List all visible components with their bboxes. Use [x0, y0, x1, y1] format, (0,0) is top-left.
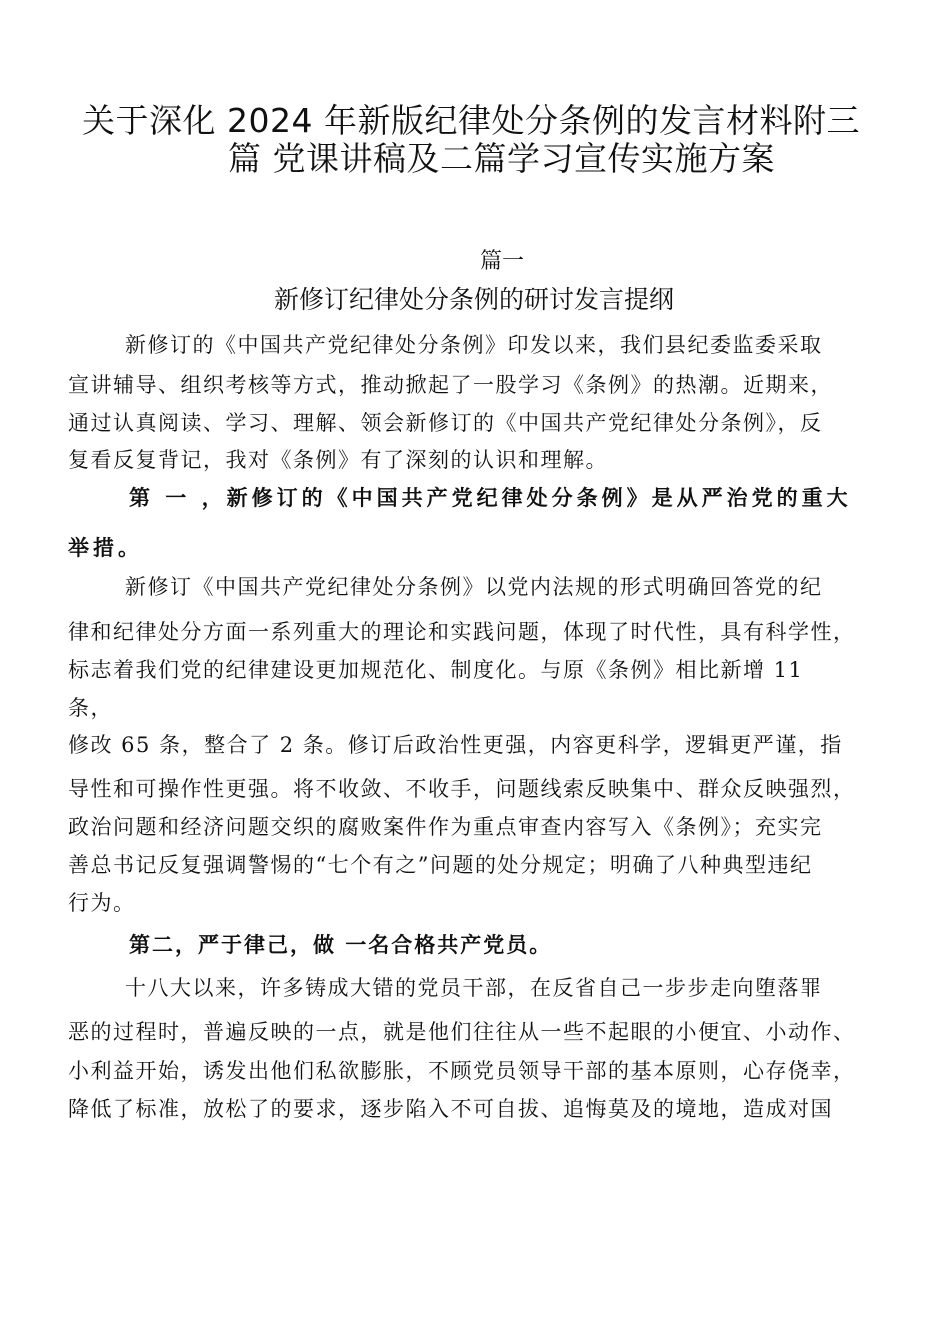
paragraph-line: 条，	[68, 696, 113, 720]
paragraph-line: 标志着我们党的纪律建设更加规范化、制度化。与原《条例》相比新增 11	[68, 658, 804, 682]
paragraph-line: 复看反复背记，我对《条例》有了深刻的认识和理解。	[68, 448, 608, 472]
part-label: 篇一	[480, 249, 525, 274]
paragraph-line: 修改 65 条，整合了 2 条。修订后政治性更强，内容更科学，逻辑更严谨，指	[68, 733, 843, 757]
paragraph-line: 十八大以来，许多铸成大错的党员干部，在反省自己一步步走向堕落罪	[125, 976, 823, 1000]
paragraph-line: 导性和可操作性更强。将不收敛、不收手，问题线索反映集中、群众反映强烈，	[68, 777, 856, 801]
paragraph-line: 政治问题和经济问题交织的腐败案件作为重点审查内容写入《条例》；充实完	[68, 815, 823, 839]
paragraph-line: 通过认真阅读、学习、理解、领会新修订的《中国共产党纪律处分条例》，反	[68, 411, 823, 435]
paragraph-line: 新修订《中国共产党纪律处分条例》以党内法规的形式明确回答党的纪	[125, 575, 823, 599]
paragraph-line: 降低了标准，放松了的要求，逐步陷入不可自拔、追悔莫及的境地，造成对国	[68, 1097, 833, 1121]
paragraph-line: 新修订的《中国共产党纪律处分条例》印发以来，我们县纪委监委采取	[125, 333, 823, 357]
paragraph-line: 善总书记反复强调警惕的“七个有之”问题的处分规定；明确了八种典型违纪	[68, 853, 813, 877]
paragraph-line: 小利益开始，诱发出他们私欲膨胀，不顾党员领导干部的基本原则，心存侥幸，	[68, 1059, 856, 1083]
paragraph-line: 恶的过程时，普遍反映的一点，就是他们往往从一些不起眼的小便宜、小动作、	[68, 1020, 856, 1044]
section-heading-1: 第 一 ，新修订的《中国共产党纪律处分条例》是从严治党的重大	[129, 485, 852, 510]
section-heading-1-continued: 举措。	[68, 535, 143, 560]
document-title-line-1: 关于深化 2024 年新版纪律处分条例的发言材料附三	[82, 101, 860, 140]
section-subtitle: 新修订纪律处分条例的研讨发言提纲	[274, 285, 675, 314]
paragraph-line: 律和纪律处分方面一系列重大的理论和实践问题，体现了时代性，具有科学性，	[68, 620, 856, 644]
section-heading-2: 第二，严于律己，做 一名合格共产党员。	[129, 932, 553, 957]
document-title-line-2: 篇 党课讲稿及二篇学习宣传实施方案	[228, 139, 775, 178]
paragraph-line: 行为。	[68, 891, 136, 915]
paragraph-line: 宣讲辅导、组织考核等方式，推动掀起了一股学习《条例》的热潮。近期来，	[68, 373, 833, 397]
